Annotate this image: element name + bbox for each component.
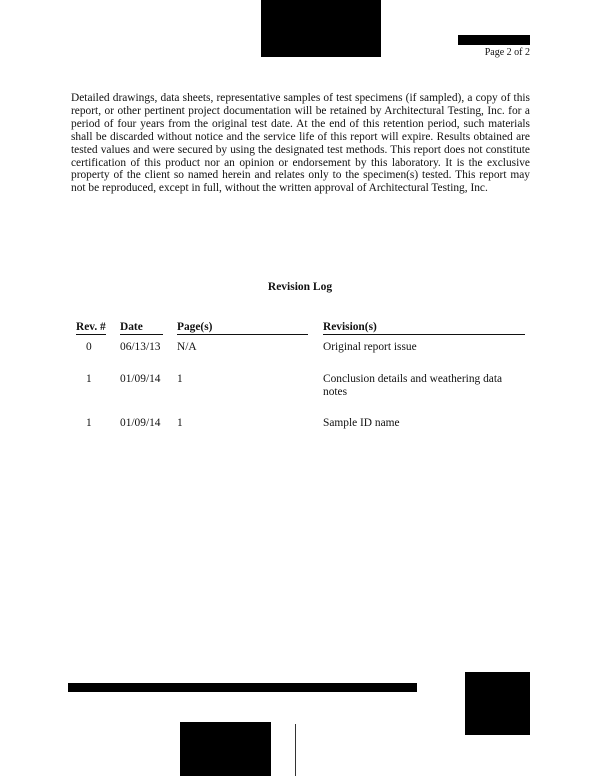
retention-paragraph: Detailed drawings, data sheets, representative samples of test specimens (if sampled), a copy of this report, or other pertinent project documentation will be retained by Architectural Testing, Inc. for a period of four years from the original test date. At the end of this retention period, such materials shall be discarded without notice and the service life of this report will expire. Results obtained are tested values and were secured by using the designated test methods. This report does not constitute certification of this product nor an opinion or endorsement by this laboratory. It is the exclusive property of the client so named herein and relates only to the specimen(s) tested. This report may not be reproduced, except in full, without the written approval of Architectural Testing, Inc. xyxy=(71,92,530,195)
cell-date: 06/13/13 xyxy=(120,341,161,353)
cell-revision: Original report issue xyxy=(323,341,417,353)
redacted-footer-bar xyxy=(68,683,417,692)
redacted-footer-block xyxy=(180,722,271,776)
cell-rev: 1 xyxy=(86,417,92,429)
header-revision: Revision(s) xyxy=(323,320,525,335)
redacted-logo-block xyxy=(261,0,381,57)
cell-revision: Conclusion details and weathering data notes xyxy=(323,373,503,398)
cell-revision: Sample ID name xyxy=(323,417,400,429)
header-date: Date xyxy=(120,320,163,335)
footer-divider xyxy=(295,724,296,776)
cell-pages: 1 xyxy=(177,373,183,385)
cell-pages: N/A xyxy=(177,341,197,353)
cell-rev: 1 xyxy=(86,373,92,385)
header-pages: Page(s) xyxy=(177,320,308,335)
redacted-header-bar xyxy=(458,35,530,45)
revision-log-title: Revision Log xyxy=(267,281,333,293)
header-rev: Rev. # xyxy=(76,321,106,333)
cell-date: 01/09/14 xyxy=(120,373,161,385)
cell-pages: 1 xyxy=(177,417,183,429)
redacted-footer-seal xyxy=(465,672,530,735)
cell-rev: 0 xyxy=(86,341,92,353)
page-number: Page 2 of 2 xyxy=(484,47,530,58)
cell-date: 01/09/14 xyxy=(120,417,161,429)
